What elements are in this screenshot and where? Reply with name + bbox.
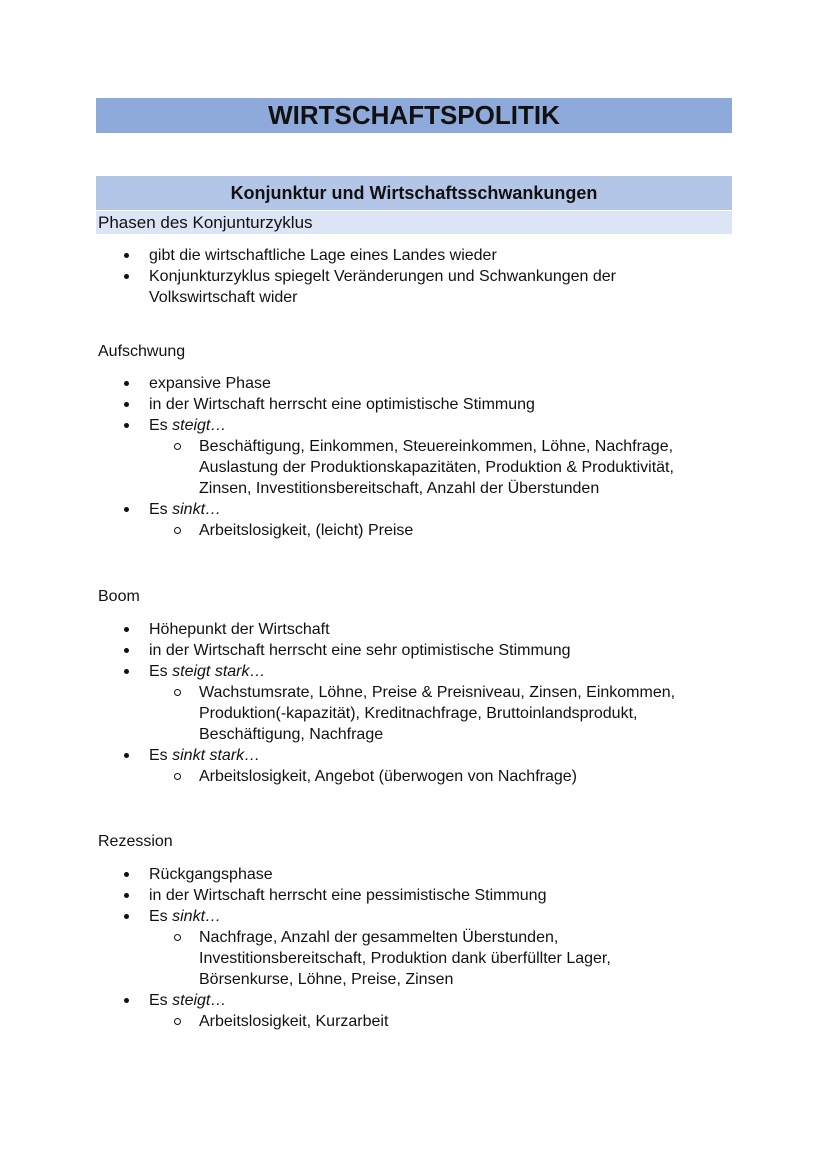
intro-list [0,245,828,308]
circle-bullet-icon [174,773,181,780]
emphasis-text: steigt stark… [172,663,266,680]
list-item-text [149,906,669,927]
prefix-text: Es [149,747,173,764]
boom-list-block [0,619,828,787]
bullet-icon [124,274,129,279]
list-item [0,373,828,394]
prefix-text: Es [149,992,173,1009]
circle-bullet-icon [174,934,181,941]
intro-list-block [0,245,828,308]
sub-list-item-text: Beschäftigung, Einkommen, Steuereinkommen, Löhne, Nachfrage, Auslastung der Produktionskapazitäten, Produktion & Produktivität, Zinsen, Investitionsbereitschaft, Anzahl der Überstunden [199,438,674,497]
list-item [0,885,828,906]
prefix-text: Es [149,417,173,434]
list-item-text: expansive Phase [149,375,271,392]
prefix-text: Es [149,501,173,518]
list-item [0,640,828,661]
list-item-text [149,499,669,520]
list-item [0,990,828,1011]
prefix-text: Es [149,908,173,925]
boom-list [0,619,828,787]
bullet-icon [124,402,129,407]
circle-bullet-icon [174,689,181,696]
circle-bullet-icon [174,527,181,534]
circle-bullet-icon [174,1018,181,1025]
list-item [0,619,828,640]
list-item [0,415,828,436]
list-item-text: gibt die wirtschaftliche Lage eines Landes wieder [149,247,497,264]
heading-rezession: Rezession [98,833,173,850]
sub-list-item [0,682,828,745]
sub-list-item [0,927,828,990]
bullet-icon [124,648,129,653]
sub-list-item [0,520,828,541]
list-item-text: Rückgangsphase [149,866,273,883]
list-item [0,266,828,308]
list-item [0,864,828,885]
main-title: WIRTSCHAFTSPOLITIK [96,98,732,133]
list-item [0,499,828,520]
emphasis-text: sinkt… [172,908,222,925]
sub-list-item-text: Wachstumsrate, Löhne, Preise & Preisniveau, Zinsen, Einkommen, Produktion(-kapazität), Kreditnachfrage, Bruttoinlandsprodukt, Beschäftigung, Nachfrage [199,684,676,743]
aufschwung-list [0,373,828,541]
bullet-icon [124,893,129,898]
list-item [0,245,828,266]
list-item-text: Höhepunkt der Wirtschaft [149,621,330,638]
list-item [0,661,828,682]
list-item-text [149,661,669,682]
bullet-icon [124,669,129,674]
bullet-icon [124,872,129,877]
bullet-icon [124,753,129,758]
prefix-text: Es [149,663,173,680]
heading-boom: Boom [98,588,140,605]
emphasis-text: steigt… [172,992,227,1009]
bullet-icon [124,507,129,512]
list-item-text [149,990,669,1011]
list-item-text: in der Wirtschaft herrscht eine sehr optimistische Stimmung [149,642,571,659]
sub-list-item-text: Nachfrage, Anzahl der gesammelten Überstunden, Investitionsbereitschaft, Produktion dank überfüllter Lager, Börsenkurse, Löhne, Preise, Zinsen [199,929,611,988]
bullet-icon [124,998,129,1003]
emphasis-text: sinkt… [172,501,222,518]
sub-list-item [0,436,828,499]
circle-bullet-icon [174,443,181,450]
section-title: Konjunktur und Wirtschaftsschwankungen [96,176,732,210]
rezession-list [0,864,828,1032]
subsection-title: Phasen des Konjunturzyklus [96,211,732,234]
sub-list-item-text: Arbeitslosigkeit, Angebot (überwogen von Nachfrage) [199,768,577,785]
list-item-text [149,745,669,766]
emphasis-text: sinkt stark… [172,747,261,764]
aufschwung-list-block [0,373,828,541]
rezession-list-block [0,864,828,1032]
sub-list-item-text: Arbeitslosigkeit, Kurzarbeit [199,1013,389,1030]
list-item-text: in der Wirtschaft herrscht eine optimistische Stimmung [149,396,535,413]
sub-list-item-text: Arbeitslosigkeit, (leicht) Preise [199,522,414,539]
list-item-text [149,415,669,436]
list-item [0,906,828,927]
bullet-icon [124,381,129,386]
heading-aufschwung: Aufschwung [98,343,186,360]
bullet-icon [124,253,129,258]
list-item-text: Konjunkturzyklus spiegelt Veränderungen und Schwankungen der Volkswirtschaft wider [149,268,616,306]
sub-list-item [0,1011,828,1032]
bullet-icon [124,627,129,632]
list-item [0,394,828,415]
bullet-icon [124,423,129,428]
bullet-icon [124,914,129,919]
emphasis-text: steigt… [172,417,227,434]
sub-list-item [0,766,828,787]
list-item [0,745,828,766]
list-item-text: in der Wirtschaft herrscht eine pessimistische Stimmung [149,887,547,904]
